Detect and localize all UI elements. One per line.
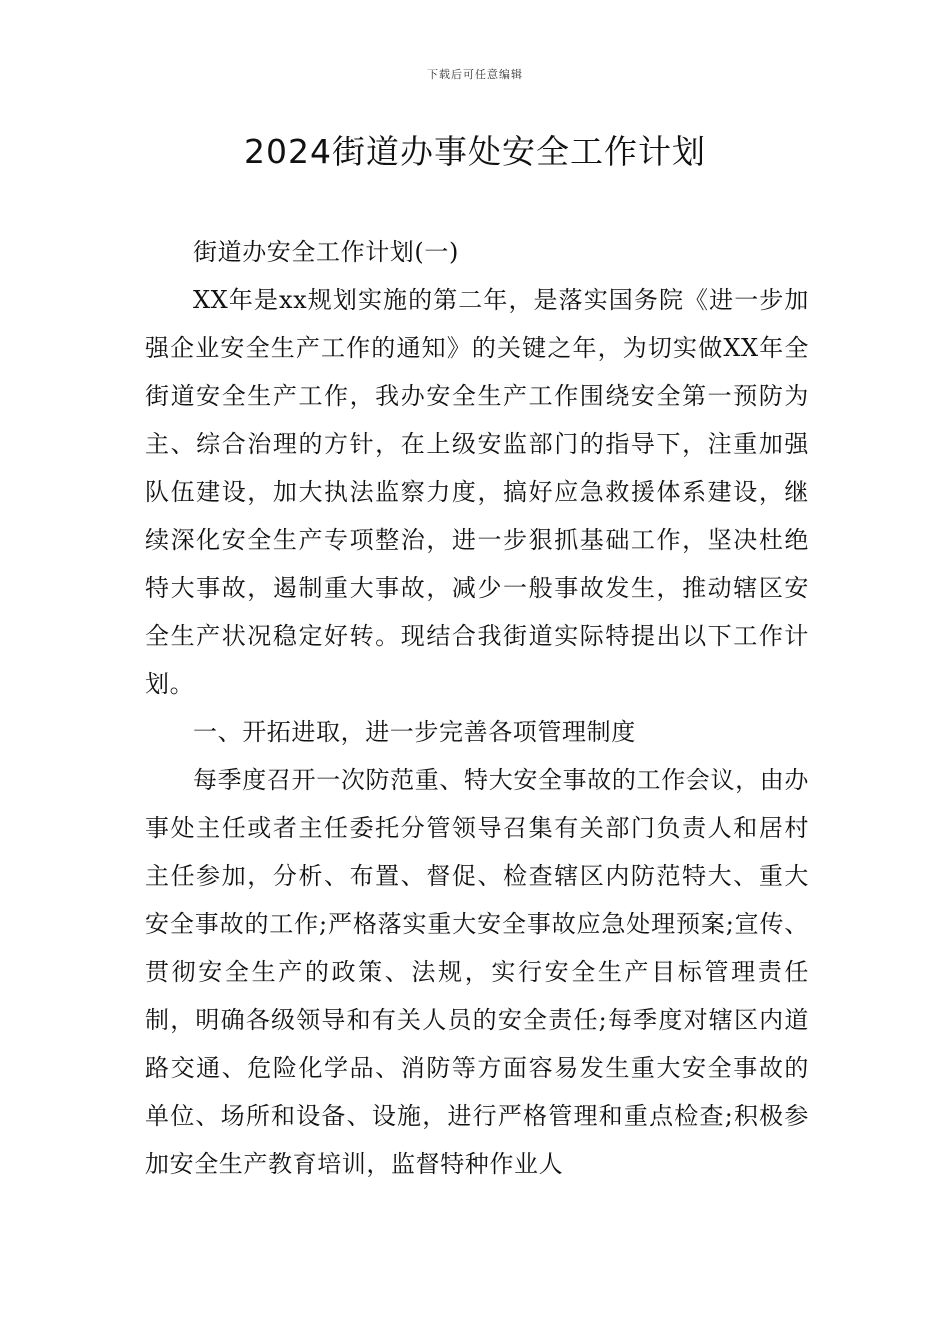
body-paragraph: 每季度召开一次防范重、特大安全事故的工作会议，由办事处主任或者主任委托分管领导召集有关部门负责人和居村主任参加，分析、布置、督促、检查辖区内防范特大、重大安全事故的工作;严格落实重大安全事故应急处理预案;宣传、贯彻安全生产的政策、法规，实行安全生产目标管理责任制，明确各级领导和有关人员的安全责任;每季度对辖区内道路交通、危险化学品、消防等方面容易发生重大安全事故的单位、场所和设备、设施，进行严格管理和重点检查;积极参加安全生产教育培训，监督特种作业人 [145, 766, 809, 1178]
section-heading: 一、开拓进取，进一步完善各项管理制度 [193, 718, 636, 746]
header-note: 下载后可任意编辑 [427, 68, 523, 81]
document-title: 2024街道办事处安全工作计划 [244, 132, 706, 171]
document-body [145, 228, 809, 1188]
section-subtitle: 街道办安全工作计划(一) [193, 238, 459, 266]
intro-paragraph: XX年是xx规划实施的第二年，是落实国务院《进一步加强企业安全生产工作的通知》的关键之年，为切实做XX年全街道安全生产工作，我办安全生产工作围绕安全第一预防为主、综合治理的方针，在上级安监部门的指导下，注重加强队伍建设，加大执法监察力度，搞好应急救援体系建设，继续深化安全生产专项整治，进一步狠抓基础工作，坚决杜绝特大事故，遏制重大事故，减少一般事故发生，推动辖区安全生产状况稳定好转。现结合我街道实际特提出以下工作计划。 [145, 286, 809, 698]
